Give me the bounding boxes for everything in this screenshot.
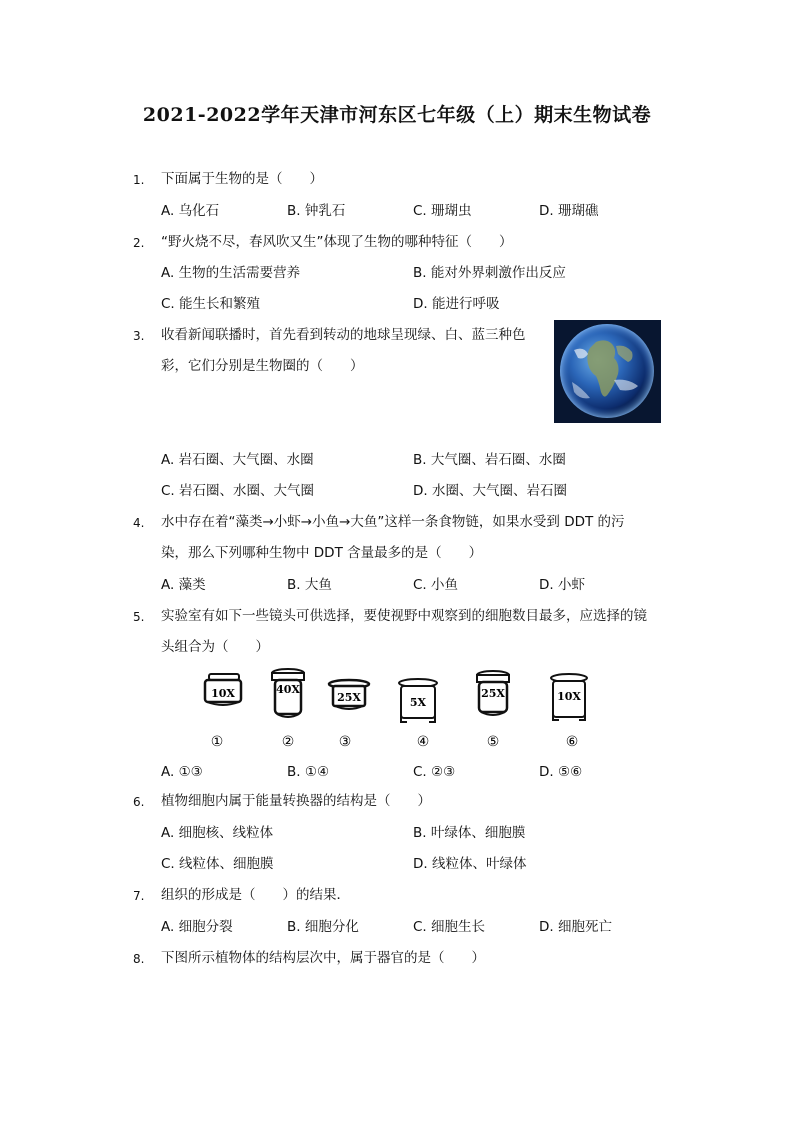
- lens-number: ②: [281, 734, 295, 750]
- option-a: A. 细胞核、线粒体: [161, 825, 274, 841]
- option-d: D. 水圈、大气圈、岩石圈: [413, 483, 567, 499]
- option-b: B. 细胞分化: [287, 919, 359, 935]
- question-text: 下面属于生物的是（ ）: [161, 171, 323, 187]
- earth-globe-image: [554, 320, 661, 423]
- option-c: C. 线粒体、细胞膜: [161, 856, 274, 872]
- lens-number: ①: [210, 734, 224, 750]
- lens-magnification-label: 10X: [211, 687, 235, 700]
- option-d: D. 珊瑚礁: [539, 203, 599, 219]
- question-number: 8.: [133, 952, 145, 966]
- question-text: 下图所示植物体的结构层次中，属于器官的是（ ）: [161, 950, 485, 966]
- option-a: A. 岩石圈、大气圈、水圈: [161, 452, 314, 468]
- question-text-line-2: 染，那么下列哪种生物中 DDT 含量最多的是（ ）: [161, 545, 483, 561]
- option-b: B. 叶绿体、细胞膜: [413, 825, 526, 841]
- option-a: A. 藻类: [161, 577, 206, 593]
- question-text-line-1: 水中存在着“藻类→小虾→小鱼→大鱼”这样一条食物链，如果水受到 DDT 的污: [161, 514, 625, 530]
- lens-magnification-label: 10X: [557, 690, 581, 703]
- option-b: B. 大鱼: [287, 577, 332, 593]
- question-number: 2.: [133, 236, 145, 250]
- lens-1: [205, 674, 241, 750]
- question-number: 3.: [133, 329, 145, 343]
- lens-number: ④: [416, 734, 430, 750]
- option-c: C. 珊瑚虫: [413, 203, 472, 219]
- option-c: C. 能生长和繁殖: [161, 296, 261, 312]
- option-c: C. 小鱼: [413, 577, 459, 593]
- question-text-line-1: 收看新闻联播时，首先看到转动的地球呈现绿、白、蓝三种色: [161, 327, 526, 343]
- question-number: 5.: [133, 610, 145, 624]
- option-d: D. 小虾: [539, 577, 585, 593]
- question-text: “野火烧不尽，春风吹又生”体现了生物的哪种特征（ ）: [161, 234, 513, 250]
- lens-number: ⑥: [565, 734, 579, 750]
- lens-4: [399, 679, 437, 750]
- lens-3: [329, 680, 369, 750]
- option-a: A. 乌化石: [161, 203, 220, 219]
- option-a: A. ①③: [161, 764, 203, 780]
- lens-number: ⑤: [486, 734, 500, 750]
- option-c: C. ②③: [413, 764, 456, 780]
- question-text-line-1: 实验室有如下一些镜头可供选择，要使视野中观察到的细胞数目最多，应选择的镜: [161, 608, 647, 624]
- option-d: D. 细胞死亡: [539, 919, 612, 935]
- option-a: A. 生物的生活需要营养: [161, 265, 301, 281]
- lens-6: [551, 674, 587, 750]
- option-d: D. 线粒体、叶绿体: [413, 856, 527, 872]
- option-d: D. ⑤⑥: [539, 764, 583, 780]
- option-c: C. 细胞生长: [413, 919, 486, 935]
- lens-magnification-label: 25X: [481, 687, 505, 700]
- question-number: 4.: [133, 516, 145, 530]
- lens-magnification-label: 5X: [409, 696, 427, 709]
- option-c: C. 岩石圈、水圈、大气圈: [161, 483, 315, 499]
- option-b: B. 钟乳石: [287, 203, 346, 219]
- lens-number: ③: [338, 734, 352, 750]
- option-a: A. 细胞分裂: [161, 919, 233, 935]
- microscope-lenses-figure: [195, 664, 605, 752]
- option-d: D. 能进行呼吸: [413, 296, 500, 312]
- question-number: 6.: [133, 795, 145, 809]
- option-b: B. ①④: [287, 764, 330, 780]
- option-b: B. 大气圈、岩石圈、水圈: [413, 452, 566, 468]
- question-text: 植物细胞内属于能量转换器的结构是（ ）: [161, 793, 431, 809]
- page-title: 2021-2022学年天津市河东区七年级（上）期末生物试卷: [142, 104, 652, 126]
- lens-magnification-label: 40X: [276, 683, 300, 696]
- question-text: 组织的形成是（ ）的结果．: [161, 887, 350, 903]
- question-text-line-2: 头组合为（ ）: [161, 639, 269, 655]
- question-text-line-2: 彩，它们分别是生物圈的（ ）: [161, 358, 364, 374]
- lens-2: [272, 669, 304, 750]
- question-number: 7.: [133, 889, 145, 903]
- lens-magnification-label: 25X: [337, 691, 361, 704]
- option-b: B. 能对外界刺激作出反应: [413, 265, 566, 281]
- question-number: 1.: [133, 173, 145, 187]
- lens-5: [477, 671, 509, 750]
